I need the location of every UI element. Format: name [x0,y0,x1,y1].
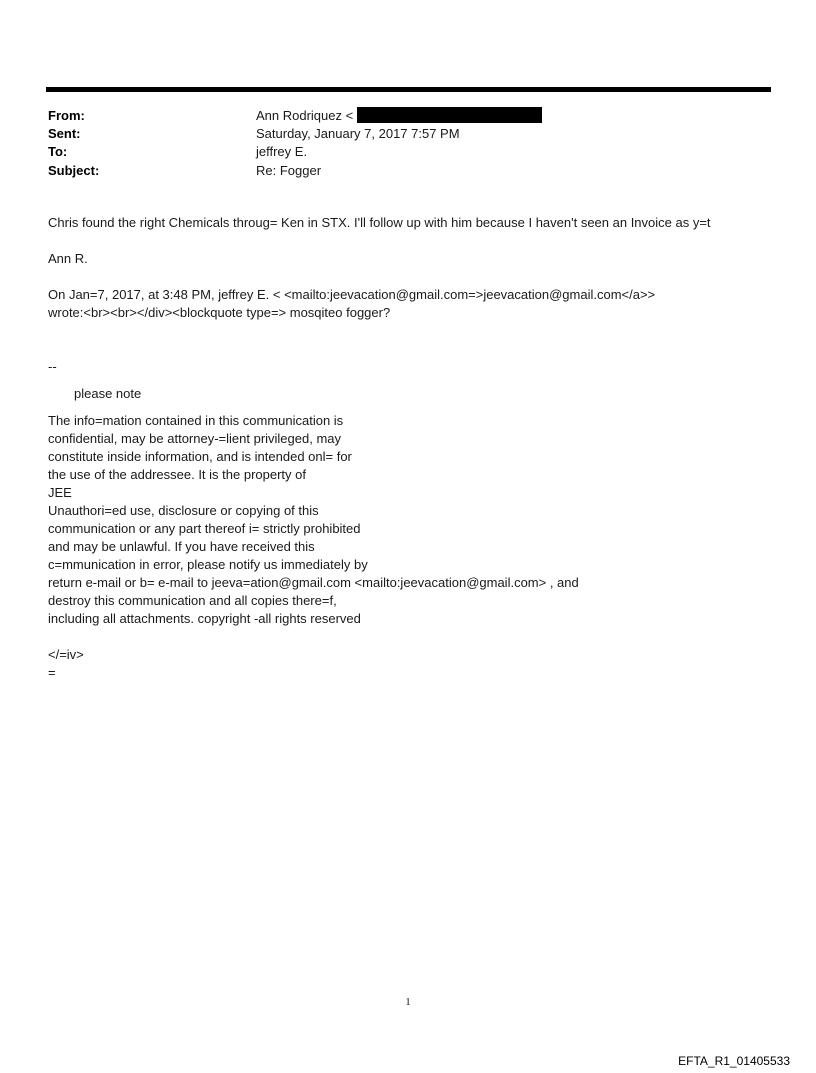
header-rule [46,87,771,92]
to-value: jeffrey E. [256,144,308,159]
from-row [48,107,748,126]
disclaimer-line: JEE [48,485,72,500]
disclaimer-line: the use of the addressee. It is the property of [48,467,306,482]
body-line: Chris found the right Chemicals throug= Ken in STX. I'll follow up with him because I haven't seen an Invoice as y=t [48,215,711,230]
from-name: Ann Rodriquez < [256,107,354,123]
from-value [256,107,542,123]
subject-label: Subject: [48,162,100,178]
sent-label: Sent: [48,125,81,141]
quote-line: wrote:<br><br></div><blockquote type=> mosqiteo fogger? [48,305,391,320]
closing-tag: </=iv> [48,647,84,662]
disclaimer-line: constitute inside information, and is intended onl= for [48,449,352,464]
disclaimer-line: Unauthori=ed use, disclosure or copying of this [48,503,319,518]
disclaimer-line: confidential, may be attorney-=lient privileged, may [48,431,342,446]
separator: -- [48,359,57,374]
disclaimer [48,412,768,628]
sent-row [48,126,748,145]
subject-row [48,163,748,182]
signature: Ann R. [48,251,88,266]
disclaimer-line: return e-mail or b= e-mail to jeeva=ation@gmail.com <mailto:jeevacation@gmail.com> , and [48,575,579,590]
email-body [48,214,768,682]
to-row [48,144,748,163]
redaction-bar [357,107,542,123]
from-label: From: [48,107,85,123]
please-note: please note [74,386,142,401]
disclaimer-line: including all attachments. copyright -all rights reserved [48,611,361,626]
closing-eq: = [48,665,56,680]
sent-value: Saturday, January 7, 2017 7:57 PM [256,125,460,141]
subject-value: Re: Fogger [256,162,322,178]
disclaimer-line: c=mmunication in error, please notify us immediately by [48,557,368,572]
quote-line: On Jan=7, 2017, at 3:48 PM, jeffrey E. < <mailto:jeevacation@gmail.com=>jeevacation@gmail.com</a>> [48,287,656,302]
disclaimer-line: and may be unlawful. If you have received this [48,539,315,554]
disclaimer-line: The info=mation contained in this communication is [48,413,344,428]
bates-number: EFTA_R1_01405533 [678,1054,790,1068]
to-label: To: [48,144,68,159]
email-header [48,107,748,181]
disclaimer-line: communication or any part thereof i= strictly prohibited [48,521,361,536]
disclaimer-line: destroy this communication and all copies there=f, [48,593,337,608]
page-number: 1 [405,996,411,1008]
